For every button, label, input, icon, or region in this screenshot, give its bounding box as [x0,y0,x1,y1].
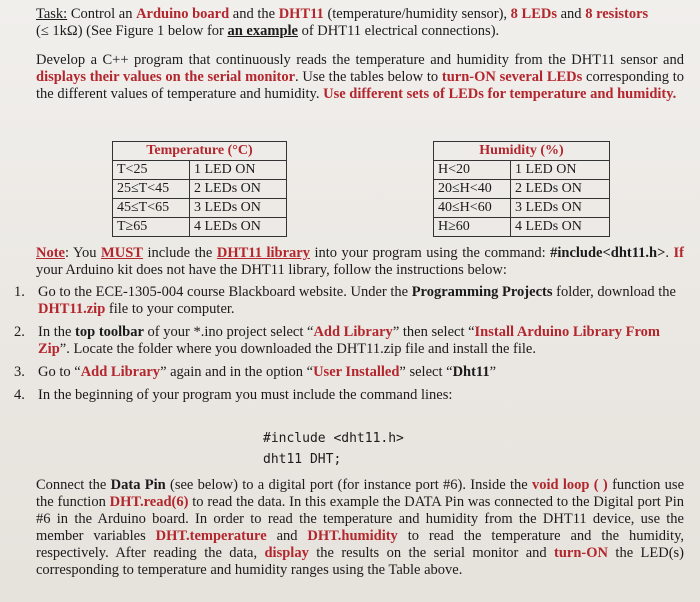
text: Connect the [36,477,111,493]
highlight: Install Arduino Library From Zip [38,324,660,357]
cell: 2 LEDs ON [190,180,287,199]
highlight: If [673,245,684,261]
cell: 45≤T<65 [113,199,190,218]
text: (see below) to a digital port (for instance port #6). Inside the [165,477,533,493]
highlight-leds: 8 LEDs [510,6,557,22]
develop-paragraph [36,52,684,103]
include-text: #include<dht11.h> [550,245,666,261]
library-text: DHT11 library [216,245,310,261]
cell: 3 LEDs ON [511,199,610,218]
text: Control an [67,6,137,22]
connect-paragraph [36,477,684,579]
table-row [113,161,287,180]
text: ” [489,364,497,380]
text: the LED(s) corresponding to temperature and humidity ranges using the Table above. [36,545,685,578]
text: Develop a C++ program that continuously reads the temperature and humidity from the DHT11 sensor and [36,52,684,68]
cell: 4 LEDs ON [190,218,287,237]
bold-text: Data Pin [110,477,166,493]
text: : You [65,245,102,261]
step-number: 4. [14,387,25,403]
table-row [113,180,287,199]
cell: 2 LEDs ON [511,180,610,199]
highlight-resistors: 8 resistors [585,6,649,22]
humidity-header: Humidity (%) [434,142,610,161]
table-row [434,199,610,218]
note-label: Note [36,245,65,261]
text: your Arduino kit does not have the DHT11 library, follow the instructions below: [36,262,507,278]
highlight: Add Library [313,324,393,340]
step-number: 1. [14,284,25,300]
cell: 20≤H<40 [434,180,511,199]
steps-list [14,284,684,404]
list-item [14,387,684,404]
highlight: turn-ON [554,545,609,561]
cell: T≥65 [113,218,190,237]
note-paragraph [36,245,684,279]
cell: 25≤T<45 [113,180,190,199]
text: include the [142,245,217,261]
table-row [113,218,287,237]
highlight: turn-ON several LEDs [441,69,583,85]
code-include-line: #include <dht11.h> [263,431,404,446]
cell: 40≤H<60 [434,199,511,218]
cell: H≥60 [434,218,511,237]
must-text: MUST [101,245,143,261]
highlight: User Installed [313,364,400,380]
text: function use the function [36,477,685,510]
task-paragraph [36,6,684,40]
list-item [14,324,684,358]
highlight: Add Library [80,364,161,380]
text: ” again and in the option “ [160,364,314,380]
text: (temperature/humidity sensor), [323,6,511,22]
list-item [14,284,684,318]
highlight: DHT.read(6) [109,494,189,510]
table-row [434,218,610,237]
highlight-dht11: DHT11 [278,6,324,22]
text: In the beginning of your program you must include the command lines: [38,387,453,403]
step-number: 2. [14,324,25,340]
text: Go to the ECE-1305-004 course Blackboard website. Under the [38,284,412,300]
highlight: display [264,545,309,561]
table-row [434,180,610,199]
text: In the [38,324,76,340]
temperature-header: Temperature (°C) [113,142,287,161]
text: . Use the tables below to [295,69,442,85]
cell: 4 LEDs ON [511,218,610,237]
highlight: void loop ( ) [532,477,608,493]
text: of DHT11 electrical connections). [297,23,500,39]
cell: 1 LED ON [190,161,287,180]
highlight: DHT11.zip [38,301,106,317]
text: and the [229,6,279,22]
text: corresponding to the different values of temperature and humidity. [36,69,684,102]
text: and [266,528,308,544]
text: to read the temperature and the humidity, respectively. After reading the data, [36,528,685,561]
highlight-arduino: Arduino board [136,6,230,22]
bold-text: Programming Projects [411,284,553,300]
cell: H<20 [434,161,511,180]
table-row [434,161,610,180]
cell: 1 LED ON [511,161,610,180]
text: and [557,6,586,22]
code-declare-line: dht11 DHT; [263,452,342,467]
task-label: Task: [36,6,68,22]
humidity-table [433,141,610,237]
table-row [113,199,287,218]
cell: T<25 [113,161,190,180]
text: folder, download the [552,284,676,300]
text: (≤ 1kΩ) (See Figure 1 below for [36,23,228,39]
highlight: Use different sets of LEDs for temperature and humidity. [323,86,677,102]
text: to read the data. In this example the DATA Pin was connected to the Digital port Pin #6 in the Arduino board. In order to read the temperature and humidity from the DHT11 device, use the member variables [36,494,684,544]
text: the results on the serial monitor and [308,545,555,561]
text: . [665,245,674,261]
text: ”. Locate the folder where you downloaded the DHT11.zip file and install the file. [59,341,536,357]
text: file to your computer. [105,301,235,317]
list-item [14,364,684,381]
step-number: 3. [14,364,25,380]
bold-text: Dht11 [452,364,490,380]
text: ” then select “ [392,324,475,340]
cell: 3 LEDs ON [190,199,287,218]
text: into your program using the command: [309,245,551,261]
bold-text: top toolbar [75,324,144,340]
highlight: displays their values on the serial monitor [36,69,296,85]
highlight: DHT.humidity [307,528,398,544]
highlight: DHT.temperature [155,528,267,544]
example-text: an example [227,23,298,39]
text: Go to “ [38,364,81,380]
text: of your *.ino project select “ [143,324,314,340]
temperature-table [112,141,287,237]
text: ” select “ [399,364,453,380]
